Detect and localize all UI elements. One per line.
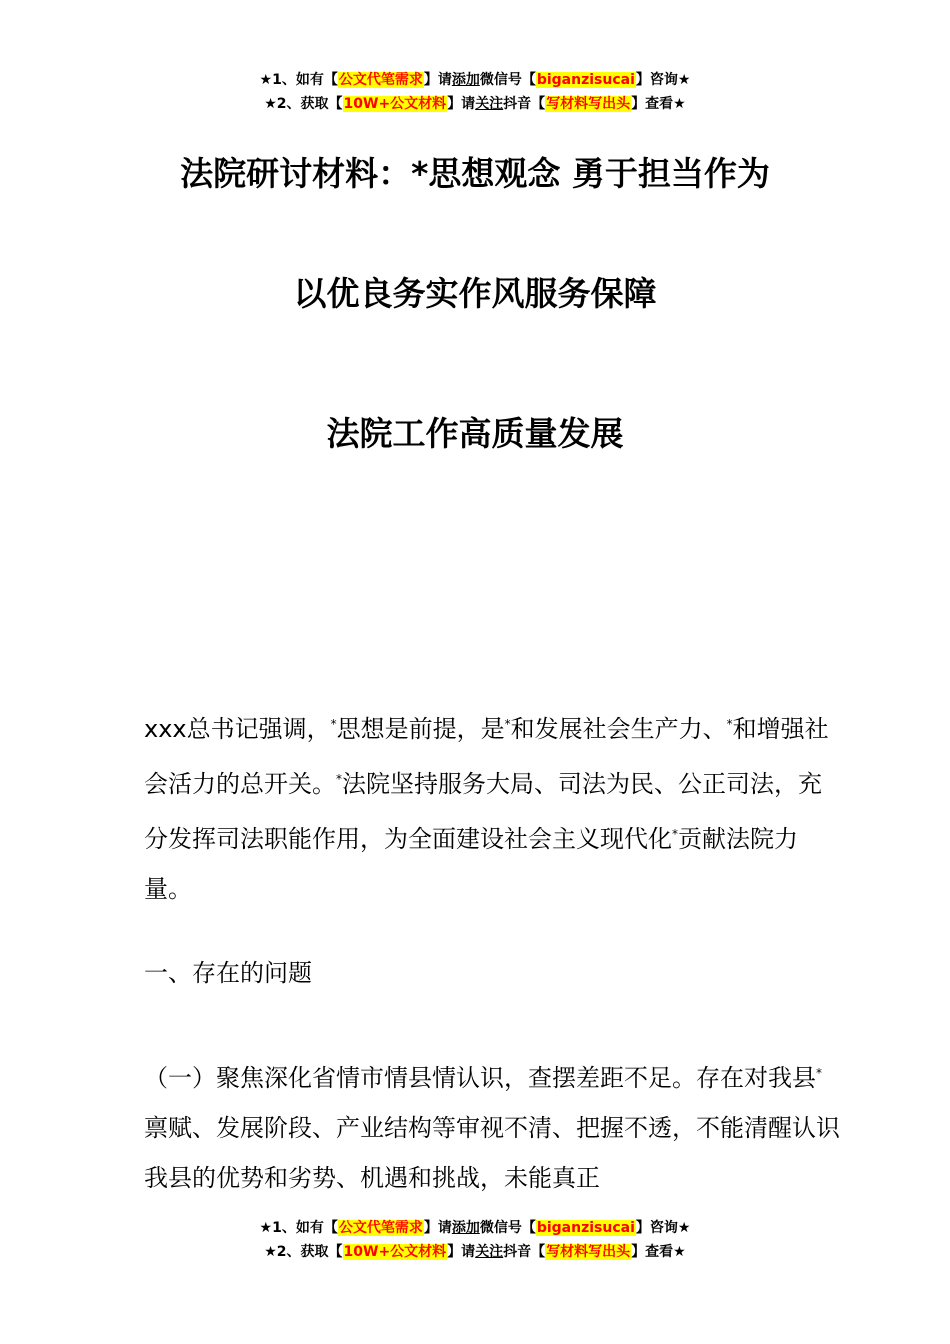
promo-text: 】查看★ (631, 96, 686, 112)
promo-underlined: 关注 (475, 1244, 504, 1260)
section-heading-problems: 一、存在的问题 (144, 959, 312, 987)
promo-banner-top (0, 68, 950, 116)
paragraph-problem-1-clip (144, 1048, 844, 1198)
promo-underlined: 关注 (475, 96, 504, 112)
text-run: 禀赋、发展阶段、产业结构等审视不清、把握不透，不能清醒认识我县的优势和劣势、机遇和挑战，未能真正 (144, 1114, 840, 1192)
promo-highlight-materials: 10W+公文材料 (343, 1244, 447, 1260)
document-title-line-2: 以优良务实作风服务保障 (293, 274, 657, 313)
promo-line-1 (0, 68, 950, 92)
redaction-mark: * (336, 772, 342, 786)
promo-highlight-wechat: biganzisucai (536, 72, 635, 88)
paragraph-intro (144, 699, 844, 914)
text-run: 贡献法院力量。 (144, 825, 798, 903)
promo-text: 抖音【 (503, 96, 546, 112)
promo-text: 】咨询★ (635, 1220, 691, 1236)
promo-text: ★2、获取【 (264, 1244, 343, 1260)
promo-text: 】请 (447, 96, 476, 112)
promo-highlight-materials: 10W+公文材料 (343, 96, 447, 112)
promo-line-2 (0, 1240, 950, 1264)
promo-text: 微信号【 (479, 72, 536, 88)
promo-highlight-service: 公文代笔需求 (338, 1220, 423, 1236)
promo-line-1 (0, 1216, 950, 1240)
text-run: 法院坚持服务大局、司法为民、公正司法，充分发挥司法职能作用，为全面建设社会主义现代化 (144, 770, 822, 853)
promo-banner-bottom (0, 1216, 950, 1264)
text-run: 和发展社会生产力、 (510, 715, 727, 743)
promo-highlight-wechat: biganzisucai (536, 1220, 635, 1236)
promo-text: 】请 (423, 72, 452, 88)
promo-underlined: 添加 (451, 1220, 480, 1236)
promo-text: 】咨询★ (635, 72, 691, 88)
text-run: （一）聚焦深化省情市情县情认识，查摆差距不足。存在对我县 (144, 1064, 816, 1092)
promo-text: ★1、如有【 (259, 72, 338, 88)
redaction-mark: * (726, 717, 733, 731)
redaction-mark: * (504, 717, 511, 731)
promo-underlined: 添加 (451, 72, 480, 88)
paragraph-problem-1 (144, 1048, 844, 1198)
document-title-line-3: 法院工作高质量发展 (326, 414, 624, 453)
text-run: 和增强社会活力的总开关。 (144, 715, 829, 798)
promo-highlight-douyin: 写材料写出头 (546, 96, 631, 112)
redaction-mark: * (816, 1066, 822, 1080)
promo-text: ★2、获取【 (264, 96, 343, 112)
redaction-mark: * (330, 717, 337, 731)
promo-text: 】请 (447, 1244, 476, 1260)
promo-text: ★1、如有【 (259, 1220, 338, 1236)
promo-highlight-service: 公文代笔需求 (338, 72, 423, 88)
promo-text: 微信号【 (479, 1220, 536, 1236)
text-run: xxx总书记强调， (144, 715, 331, 743)
document-title-line-1: 法院研讨材料：*思想观念 勇于担当作为 (180, 154, 770, 193)
promo-text: 】查看★ (631, 1244, 686, 1260)
promo-text: 】请 (423, 1220, 452, 1236)
redaction-mark: * (672, 827, 678, 841)
promo-highlight-douyin: 写材料写出头 (546, 1244, 631, 1260)
promo-line-2 (0, 92, 950, 116)
text-run: 思想是前提，是 (336, 715, 505, 743)
promo-text: 抖音【 (503, 1244, 546, 1260)
